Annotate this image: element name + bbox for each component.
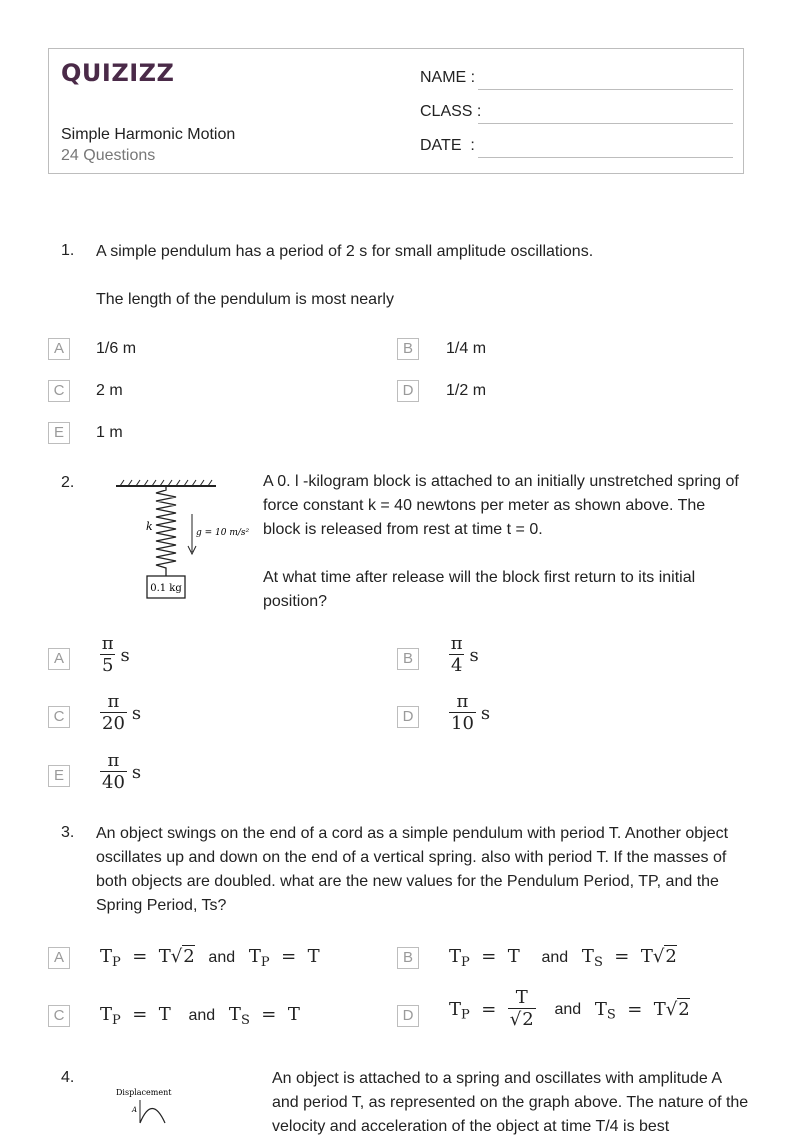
q3-option-a-box[interactable]: A — [48, 947, 70, 969]
question-3-text: An object swings on the end of a cord as a simple pendulum with period T. Another object oscillates up and down on the end of a vertical spring. also with period T. If the masses of both objects are doubled. what are the new values for the Pendulum Period, TP, and the Spring Period, Ts? — [96, 825, 729, 914]
q1-option-c-box[interactable]: C — [48, 380, 70, 402]
question-3-number: 3. — [61, 824, 75, 841]
question-1-number: 1. — [61, 242, 75, 259]
q1-option-d-box[interactable]: D — [397, 380, 419, 402]
q3-option-d-math: $T_P$ = $\frac{T}{√2}$ and $T_S = T√2$ — [449, 987, 690, 1030]
name-label: NAME : — [420, 69, 476, 86]
worksheet-header — [48, 48, 744, 174]
q1-option-c-text: 2 m — [96, 382, 123, 399]
q1-option-b-text: 1/4 m — [446, 340, 487, 357]
q2-option-b-box[interactable]: B — [397, 648, 419, 670]
class-label: CLASS : — [420, 103, 482, 120]
q3-option-c-math: $T_P = T$ and $T_S = T$ — [100, 1004, 300, 1028]
q1-option-e-text: 1 m — [96, 424, 123, 441]
q1-option-e-box[interactable]: E — [48, 422, 70, 444]
displacement-axis-label: Displacement — [116, 1088, 172, 1097]
q3-option-c-box[interactable]: C — [48, 1005, 70, 1027]
date-line[interactable] — [478, 157, 733, 158]
spring-block-figure — [110, 474, 250, 606]
question-1-subtext: The length of the pendulum is most nearly — [96, 291, 394, 308]
question-4-number: 4. — [61, 1069, 75, 1086]
q2-option-d-math: $\frac{\pi}{10}$ s — [451, 691, 491, 734]
question-2-subtext: At what time after release will the block first return to its initial position? — [263, 569, 696, 610]
question-count: 24 Questions — [61, 147, 156, 164]
gravity-label: g = 10 m/s² — [196, 528, 250, 538]
q2-option-e-math: $\frac{\pi}{40}$ s — [102, 750, 142, 793]
q3-option-d-box[interactable]: D — [397, 1005, 419, 1027]
question-2-number: 2. — [61, 474, 75, 491]
q2-option-d-box[interactable]: D — [397, 706, 419, 728]
quizizz-logo: QUIZIZZ — [61, 59, 175, 87]
question-2-text: A 0. l -kilogram block is attached to an initially unstretched spring of force constant k = 40 newtons per meter as shown above. The block is released from rest at time t = 0. — [263, 473, 739, 538]
question-1-text: A simple pendulum has a period of 2 s for small amplitude oscillations. — [96, 243, 594, 260]
worksheet-title: Simple Harmonic Motion — [61, 126, 236, 143]
q1-option-b-box[interactable]: B — [397, 338, 419, 360]
q2-option-a-math: $\frac{\pi}{5}$ s — [101, 633, 130, 676]
q1-option-d-text: 1/2 m — [446, 382, 487, 399]
q2-option-a-box[interactable]: A — [48, 648, 70, 670]
q3-option-a-math: $T_P = T√2$ and $T_P = T$ — [100, 946, 320, 970]
spring-constant-label: k — [146, 520, 153, 533]
q3-option-b-box[interactable]: B — [397, 947, 419, 969]
question-4-text: An object is attached to a spring and oscillates with amplitude A and period T, as represented on the graph above. The nature of the velocity and acceleration of the object at time T/4 is best — [272, 1070, 749, 1135]
displacement-graph-figure — [110, 1082, 200, 1123]
date-label: DATE : — [420, 137, 475, 154]
q3-option-b-math: $T_P = T$ and $T_S = T√2$ — [449, 946, 677, 970]
q2-option-c-box[interactable]: C — [48, 706, 70, 728]
q2-option-b-math: $\frac{\pi}{4}$ s — [450, 633, 479, 676]
name-line[interactable] — [478, 89, 733, 90]
q2-option-e-box[interactable]: E — [48, 765, 70, 787]
q1-option-a-text: 1/6 m — [96, 340, 137, 357]
mass-label: 0.1 kg — [150, 583, 182, 594]
amplitude-label: A — [132, 1106, 138, 1114]
q1-option-a-box[interactable]: A — [48, 338, 70, 360]
class-line[interactable] — [478, 123, 733, 124]
q2-option-c-math: $\frac{\pi}{20}$ s — [102, 691, 142, 734]
